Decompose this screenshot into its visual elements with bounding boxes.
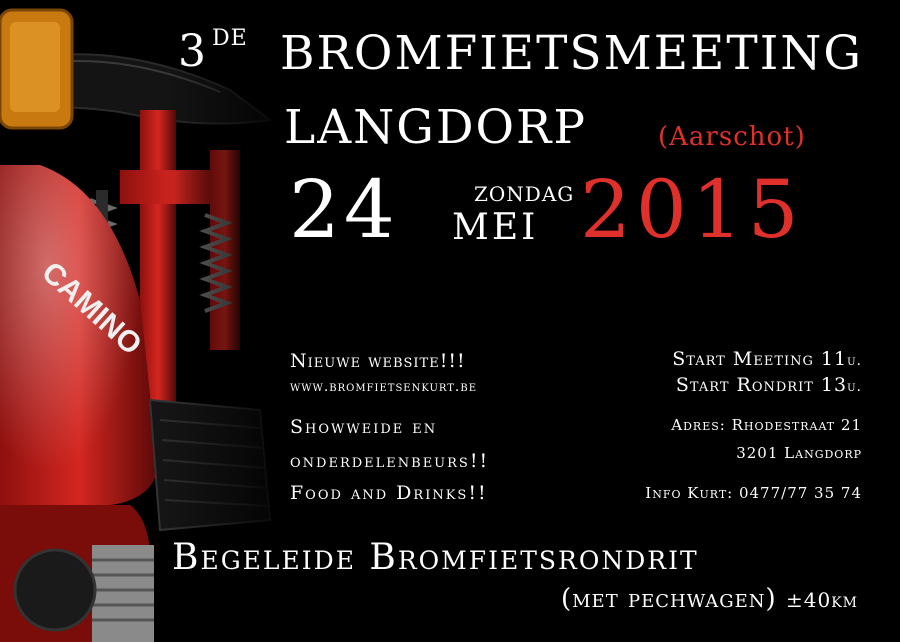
ride-distance: ±40km: [785, 588, 858, 612]
start-meeting-label: Start Meeting 11: [672, 348, 848, 370]
location-note: (Aarschot): [658, 122, 806, 152]
feature-line2: onderdelenbeurs!!: [290, 450, 490, 472]
start-ride-unit: u.: [847, 379, 862, 395]
edition-suffix: DE: [212, 26, 248, 51]
ride-subline: [561, 586, 858, 612]
website-label: Nieuwe website!!!: [290, 350, 466, 372]
date-year: 2015: [580, 163, 804, 256]
feature-line3: Food and Drinks!!: [290, 482, 488, 504]
start-meeting: [672, 350, 862, 369]
start-ride-label: Start Rondrit 13: [675, 374, 848, 396]
feature-line1: Showweide en: [290, 416, 438, 438]
event-title-line2: LANGDORP: [284, 100, 588, 155]
website-url[interactable]: www.bromfietsenkurt.be: [290, 379, 478, 395]
address-street: Adres: Rhodestraat 21: [671, 416, 862, 434]
ride-headline: Begeleide Bromfietsrondrit: [172, 537, 699, 578]
start-meeting-unit: u.: [847, 353, 862, 369]
contact-info: Info Kurt: 0477/77 35 74: [645, 484, 862, 502]
date-weekday: ZONDAG: [474, 182, 575, 206]
ride-subline-text: (met pechwagen): [560, 584, 777, 614]
date-day: 24: [289, 163, 399, 256]
date-month: MEI: [452, 207, 539, 248]
event-title-line1: BROMFIETSMEETING: [280, 26, 863, 81]
edition-number: 3: [178, 26, 207, 77]
start-ride: [676, 376, 862, 395]
address-city: 3201 Langdorp: [736, 444, 862, 462]
